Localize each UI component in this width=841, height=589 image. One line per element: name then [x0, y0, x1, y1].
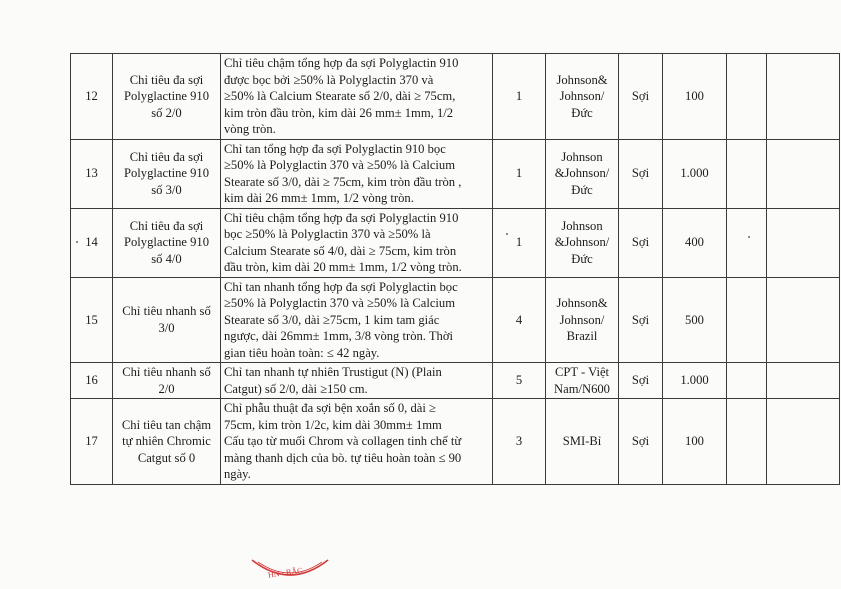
table-row: [71, 363, 840, 399]
manufacturer-origin-line: Johnson&: [556, 72, 608, 87]
item-specification: [221, 277, 493, 363]
table-row: [71, 54, 840, 140]
item-specification-line: Chỉ tiêu chậm tổng hợp đa sợi Polyglactin 910: [224, 56, 459, 70]
item-name-line: Chỉ tiêu đa sợi: [129, 218, 204, 233]
item-name-line: Chỉ tiêu tan chậm: [121, 417, 212, 432]
item-name-line: Chỉ tiêu đa sợi: [129, 72, 204, 87]
item-specification-line: Chỉ tan tổng hợp đa sợi Polyglactin 910 bọc: [224, 141, 446, 156]
item-specification-line: màng thanh dịch của bò. tự tiêu hoàn toàn ≤ 90: [224, 450, 462, 465]
manufacturer-origin-line: Đức: [571, 182, 593, 197]
item-name: [113, 139, 221, 208]
manufacturer-origin-line: Nam/N600: [554, 381, 610, 396]
empty-cell: [727, 139, 767, 208]
row-number: 12: [71, 54, 113, 140]
manufacturer-origin-line: Johnson/: [559, 89, 605, 103]
item-name-line: Polyglactine 910: [124, 166, 209, 181]
item-name: [113, 399, 221, 485]
item-specification-line: ≥50% là Polyglactin 370 và ≥50% là Calcium: [224, 296, 456, 310]
group-number: 5: [493, 363, 546, 399]
group-number: 1: [493, 54, 546, 140]
empty-cell: [727, 363, 767, 399]
item-name-line: số 2/0: [151, 105, 182, 120]
item-name: [113, 363, 221, 399]
item-specification: [221, 54, 493, 140]
item-specification: [221, 208, 493, 277]
manufacturer-origin: [546, 208, 619, 277]
manufacturer-origin: [546, 399, 619, 485]
item-specification-line: được bọc bởi ≥50% là Polyglactin 370 và: [224, 72, 434, 87]
group-number: 1: [493, 208, 546, 277]
row-number: 16: [71, 363, 113, 399]
quantity: 100: [663, 399, 727, 485]
manufacturer-origin-line: CPT - Việt: [554, 365, 610, 379]
row-number: 17: [71, 399, 113, 485]
empty-cell: [767, 363, 840, 399]
manufacturer-origin-line: Johnson: [561, 149, 603, 164]
empty-cell: [727, 399, 767, 485]
item-name: [113, 277, 221, 363]
manufacturer-origin-line: SMI-Bỉ: [562, 434, 602, 448]
item-specification-line: Chỉ tiêu chậm tổng hợp đa sợi Polyglactin 910: [224, 210, 459, 225]
group-number: 1: [493, 139, 546, 208]
red-seal-stamp: [250, 556, 330, 586]
manufacturer-origin-line: Johnson&: [556, 296, 608, 310]
supplies-table: [70, 53, 840, 485]
item-specification-line: Catgut) số 2/0, dài ≥150 cm.: [224, 381, 368, 396]
manufacturer-origin-line: Đức: [571, 251, 593, 266]
item-specification-line: Stearate số 3/0, dài ≥75cm, 1 kim tam giác: [224, 312, 440, 327]
unit: Sợi: [619, 54, 663, 140]
unit: Sợi: [619, 399, 663, 485]
item-specification-line: ≥50% là Polyglactin 370 và ≥50% là Calcium: [224, 158, 456, 172]
scan-speck: [748, 236, 750, 238]
quantity: 400: [663, 208, 727, 277]
unit: Sợi: [619, 277, 663, 363]
table-row: [71, 208, 840, 277]
item-specification-line: ngược, dài 26mm± 1mm, 3/8 vòng tròn. Thời: [224, 329, 454, 343]
item-specification-line: kim tròn đầu tròn, kim dài 26 mm± 1mm, 1/2: [224, 105, 454, 120]
item-specification-line: Chỉ tan nhanh tự nhiên Trustigut (N) (Plain: [224, 365, 442, 379]
item-specification-line: Cấu tạo từ muối Chrom và collagen tinh chế từ: [224, 434, 462, 448]
row-number: 15: [71, 277, 113, 363]
item-name-line: 2/0: [158, 381, 175, 396]
item-name: [113, 208, 221, 277]
scan-speck: [506, 233, 508, 235]
quantity: 1.000: [663, 139, 727, 208]
item-specification: [221, 139, 493, 208]
item-name-line: số 3/0: [151, 182, 182, 197]
item-specification-line: Chỉ tan nhanh tổng hợp đa sợi Polyglactin bọc: [224, 279, 458, 294]
item-name-line: Chỉ tiêu nhanh số: [122, 365, 211, 379]
item-specification-line: đầu tròn, kim dài 20 mm± 1mm, 1/2 vòng tròn.: [224, 260, 462, 274]
row-number: 13: [71, 139, 113, 208]
unit: Sợi: [619, 363, 663, 399]
item-name-line: Polyglactine 910: [124, 89, 209, 103]
empty-cell: [727, 277, 767, 363]
item-specification-line: ngày.: [224, 467, 251, 481]
item-specification-line: kim dài 26 mm± 1mm, 1/2 vòng tròn.: [224, 191, 414, 205]
empty-cell: [767, 277, 840, 363]
manufacturer-origin: [546, 363, 619, 399]
item-specification-line: ≥50% là Calcium Stearate số 2/0, dài ≥ 75cm,: [224, 89, 456, 103]
item-name-line: tự nhiên Chromic: [122, 434, 211, 448]
quantity: 1.000: [663, 363, 727, 399]
empty-cell: [727, 54, 767, 140]
manufacturer-origin-line: Đức: [571, 105, 593, 120]
scan-speck: [76, 241, 78, 243]
table-body: [71, 54, 840, 485]
group-number: 4: [493, 277, 546, 363]
item-name-line: Chỉ tiêu đa sợi: [129, 149, 204, 164]
manufacturer-origin-line: &Johnson/: [554, 166, 610, 181]
item-name-line: Chỉ tiêu nhanh số: [122, 304, 211, 319]
item-specification-line: Stearate số 3/0, dài ≥ 75cm, kim tròn đầu tròn ,: [224, 174, 462, 189]
item-name: [113, 54, 221, 140]
manufacturer-origin-line: Johnson: [561, 218, 603, 233]
stamp-text: HN · BẮC: [267, 565, 304, 580]
item-name-line: Catgut số 0: [137, 450, 196, 465]
quantity: 500: [663, 277, 727, 363]
item-specification-line: gian tiêu hoàn toàn: ≤ 42 ngày.: [224, 345, 380, 360]
manufacturer-origin: [546, 54, 619, 140]
item-name-line: Polyglactine 910: [124, 235, 209, 250]
empty-cell: [727, 208, 767, 277]
empty-cell: [767, 139, 840, 208]
group-number: 3: [493, 399, 546, 485]
empty-cell: [767, 208, 840, 277]
table-row: [71, 139, 840, 208]
unit: Sợi: [619, 139, 663, 208]
manufacturer-origin-line: Brazil: [566, 329, 598, 343]
item-specification: [221, 363, 493, 399]
item-specification-line: 75cm, kim tròn 1/2c, kim dài 30mm± 1mm: [224, 417, 442, 432]
row-number: 14: [71, 208, 113, 277]
item-specification-line: Calcium Stearate số 4/0, dài ≥ 75cm, kim tròn: [224, 243, 457, 258]
empty-cell: [767, 399, 840, 485]
item-specification: [221, 399, 493, 485]
unit: Sợi: [619, 208, 663, 277]
manufacturer-origin-line: &Johnson/: [554, 235, 610, 250]
item-specification-line: bọc ≥50% là Polyglactin 370 và ≥50% là: [224, 227, 431, 241]
manufacturer-origin: [546, 139, 619, 208]
item-name-line: 3/0: [158, 320, 175, 335]
item-name-line: số 4/0: [151, 251, 182, 266]
manufacturer-origin: [546, 277, 619, 363]
item-specification-line: Chỉ phẫu thuật đa sợi bện xoắn số 0, dài ≥: [224, 401, 436, 415]
manufacturer-origin-line: Johnson/: [559, 312, 605, 327]
quantity: 100: [663, 54, 727, 140]
table-row: [71, 277, 840, 363]
empty-cell: [767, 54, 840, 140]
item-specification-line: vòng tròn.: [224, 122, 276, 136]
table-row: [71, 399, 840, 485]
